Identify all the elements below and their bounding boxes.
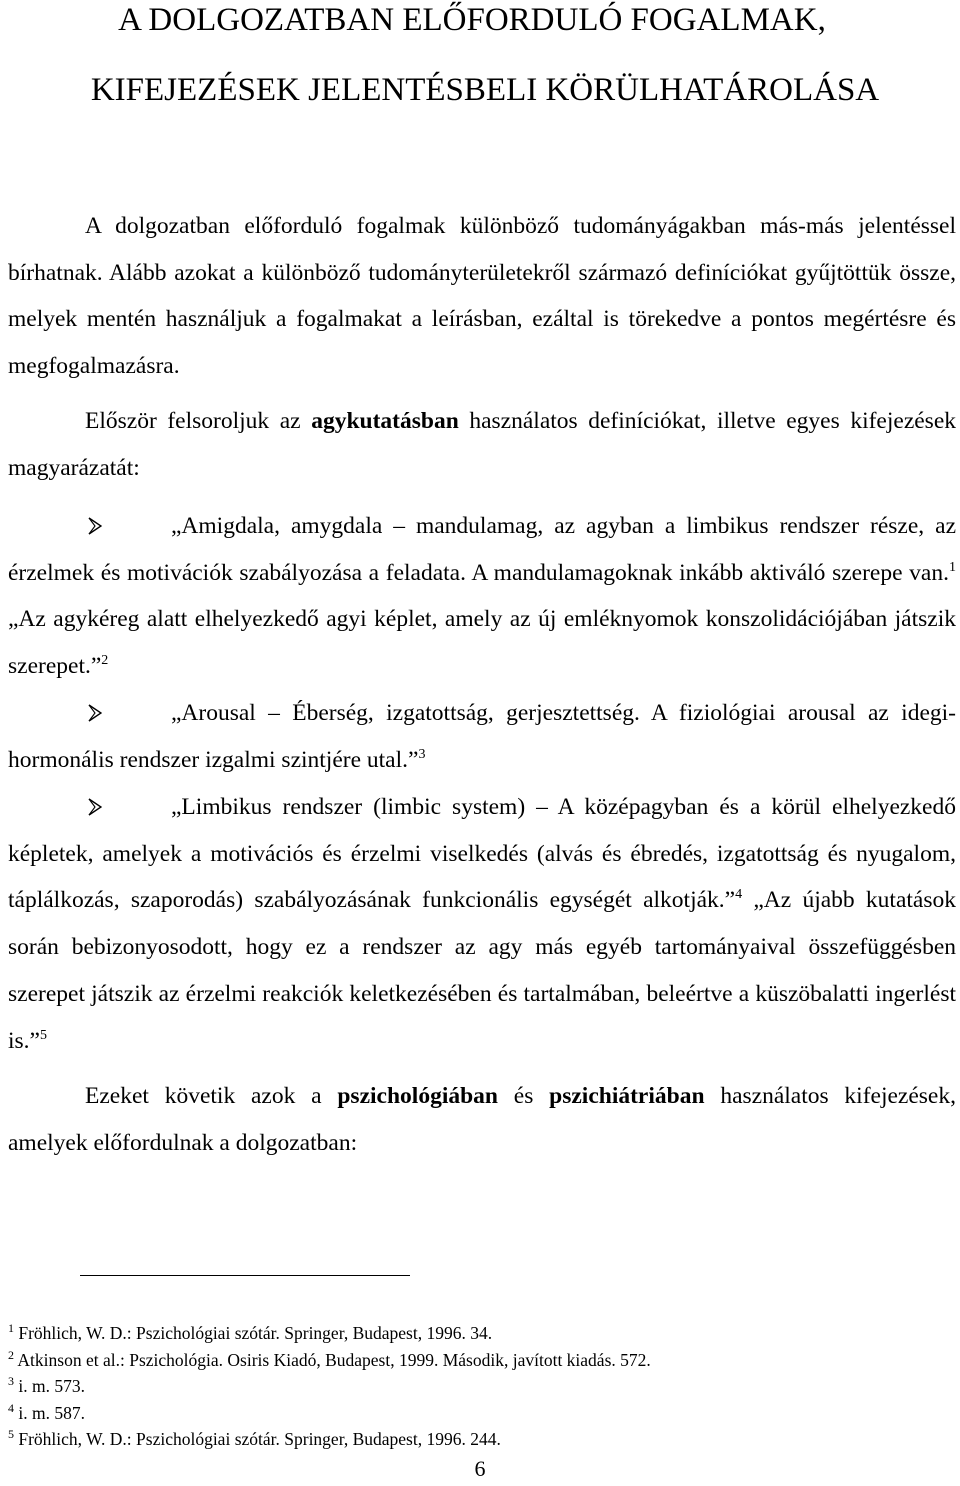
footnote-number: 1: [8, 1321, 14, 1335]
footnote-text: Atkinson et al.: Pszichológia. Osiris Kiadó, Budapest, 1999. Második, javított kiadás. 572.: [17, 1349, 651, 1370]
footnote: [8, 1400, 948, 1427]
page-number: 6: [474, 1456, 486, 1481]
document-title-line-2: KIFEJEZÉSEK JELENTÉSBELI KÖRÜLHATÁROLÁSA: [90, 72, 880, 108]
footnote-ref-3: 3: [418, 746, 426, 762]
footnote-ref-5: 5: [39, 1027, 47, 1043]
footnote: [8, 1320, 948, 1347]
footnote-separator: [80, 1275, 410, 1276]
footnote-text: i. m. 573.: [18, 1376, 85, 1396]
item-3-text-2: „Az újabb kutatások során bebizonyosodott, hogy ez a rendszer az agy más egyéb tartományaival összefüggésben szerepet játszik az érzelmi reakciók keletkezésében és tartalmában, beleértve a küszöbalatti ingerlést is.”: [8, 887, 956, 1054]
definition-item-arousal: [8, 690, 956, 783]
footnote: [8, 1347, 948, 1374]
footnote-number: 4: [8, 1400, 14, 1415]
item-1-text-2: „Az agykéreg alatt elhelyezkedő agyi képlet, amely az új emléknyomok konszolidációjában játszik szerepet.”: [8, 606, 956, 680]
footnote-number: 2: [8, 1347, 14, 1362]
footnote: [8, 1373, 948, 1400]
intro-text: A dolgozatban előforduló fogalmak különböző tudományágakban más-más jelentéssel bírhatnak. Alább azokat a különböző tudományterületekről származó definíciókat gyűjtöttük össze, melyek mentén használjuk a fogalmakat a leírásban, ezáltal is törekedve a pontos megértésre és megfogalmazásra.: [8, 213, 956, 380]
arrowhead-bullet-icon: [8, 784, 171, 831]
footnote-text: Fröhlich, W. D.: Pszichológiai szótár. Springer, Budapest, 1996. 244.: [18, 1429, 501, 1449]
footnote-ref-2: 2: [101, 653, 109, 669]
definition-item-amygdala: [8, 503, 956, 690]
footnote-number: 3: [8, 1374, 14, 1388]
psych-intro-t2: és: [497, 1083, 550, 1109]
arrowhead-bullet-icon: [8, 503, 171, 550]
brain-intro-paragraph: [8, 398, 956, 491]
footnote-number: 5: [8, 1427, 14, 1441]
psych-intro-paragraph: [8, 1073, 956, 1166]
document-title-line-1: A DOLGOZATBAN ELŐFORDULÓ FOGALMAK,: [118, 2, 826, 38]
footnote-text: Fröhlich, W. D.: Pszichológiai szótár. Springer, Budapest, 1996. 34.: [18, 1323, 493, 1343]
brain-intro-before: Először felsoroljuk az: [85, 408, 312, 434]
item-2-text-1: „Arousal – Éberség, izgatottság, gerjesztettség. A fiziológiai arousal az idegi-hormonális rendszer izgalmi szintjére utal.”: [8, 700, 956, 773]
definition-item-limbic-system: [8, 784, 956, 1064]
psych-intro-t3: használatos kifejezések, amelyek előfordulnak a dolgozatban:: [8, 1083, 956, 1156]
intro-paragraph: [8, 203, 956, 390]
footnotes: [8, 1320, 948, 1453]
brain-intro-bold: agykutatásban: [311, 408, 459, 434]
psych-intro-t1: Ezeket követik azok a: [85, 1083, 338, 1109]
arrowhead-bullet-icon: [8, 690, 171, 737]
footnote-ref-1: 1: [949, 559, 956, 575]
footnote-text: i. m. 587.: [18, 1402, 85, 1423]
psych-intro-bold-2: pszichiátriában: [549, 1083, 705, 1109]
brain-intro-after: használatos definíciókat, illetve egyes kifejezések magyarázatát:: [8, 408, 957, 481]
footnote: [8, 1426, 948, 1453]
psych-intro-bold-1: pszichológiában: [337, 1083, 498, 1109]
item-3-text-1: „Limbikus rendszer (limbic system) – A középagyban és a körül elhelyezkedő képletek, amelyek a motivációs és érzelmi viselkedés (alvás és ébredés, izgatottság és nyugalom, táplálkozás, szaporodás) szabályozásának funkcionális egységét alkotják.”: [8, 794, 956, 914]
item-1-text-1: „Amigdala, amygdala – mandulamag, az agyban a limbikus rendszer része, az érzelmek és motivációk szabályozása a feladata. A mandulamagoknak inkább aktiváló szerepe van.: [8, 513, 956, 586]
footnote-ref-4: 4: [735, 887, 743, 903]
